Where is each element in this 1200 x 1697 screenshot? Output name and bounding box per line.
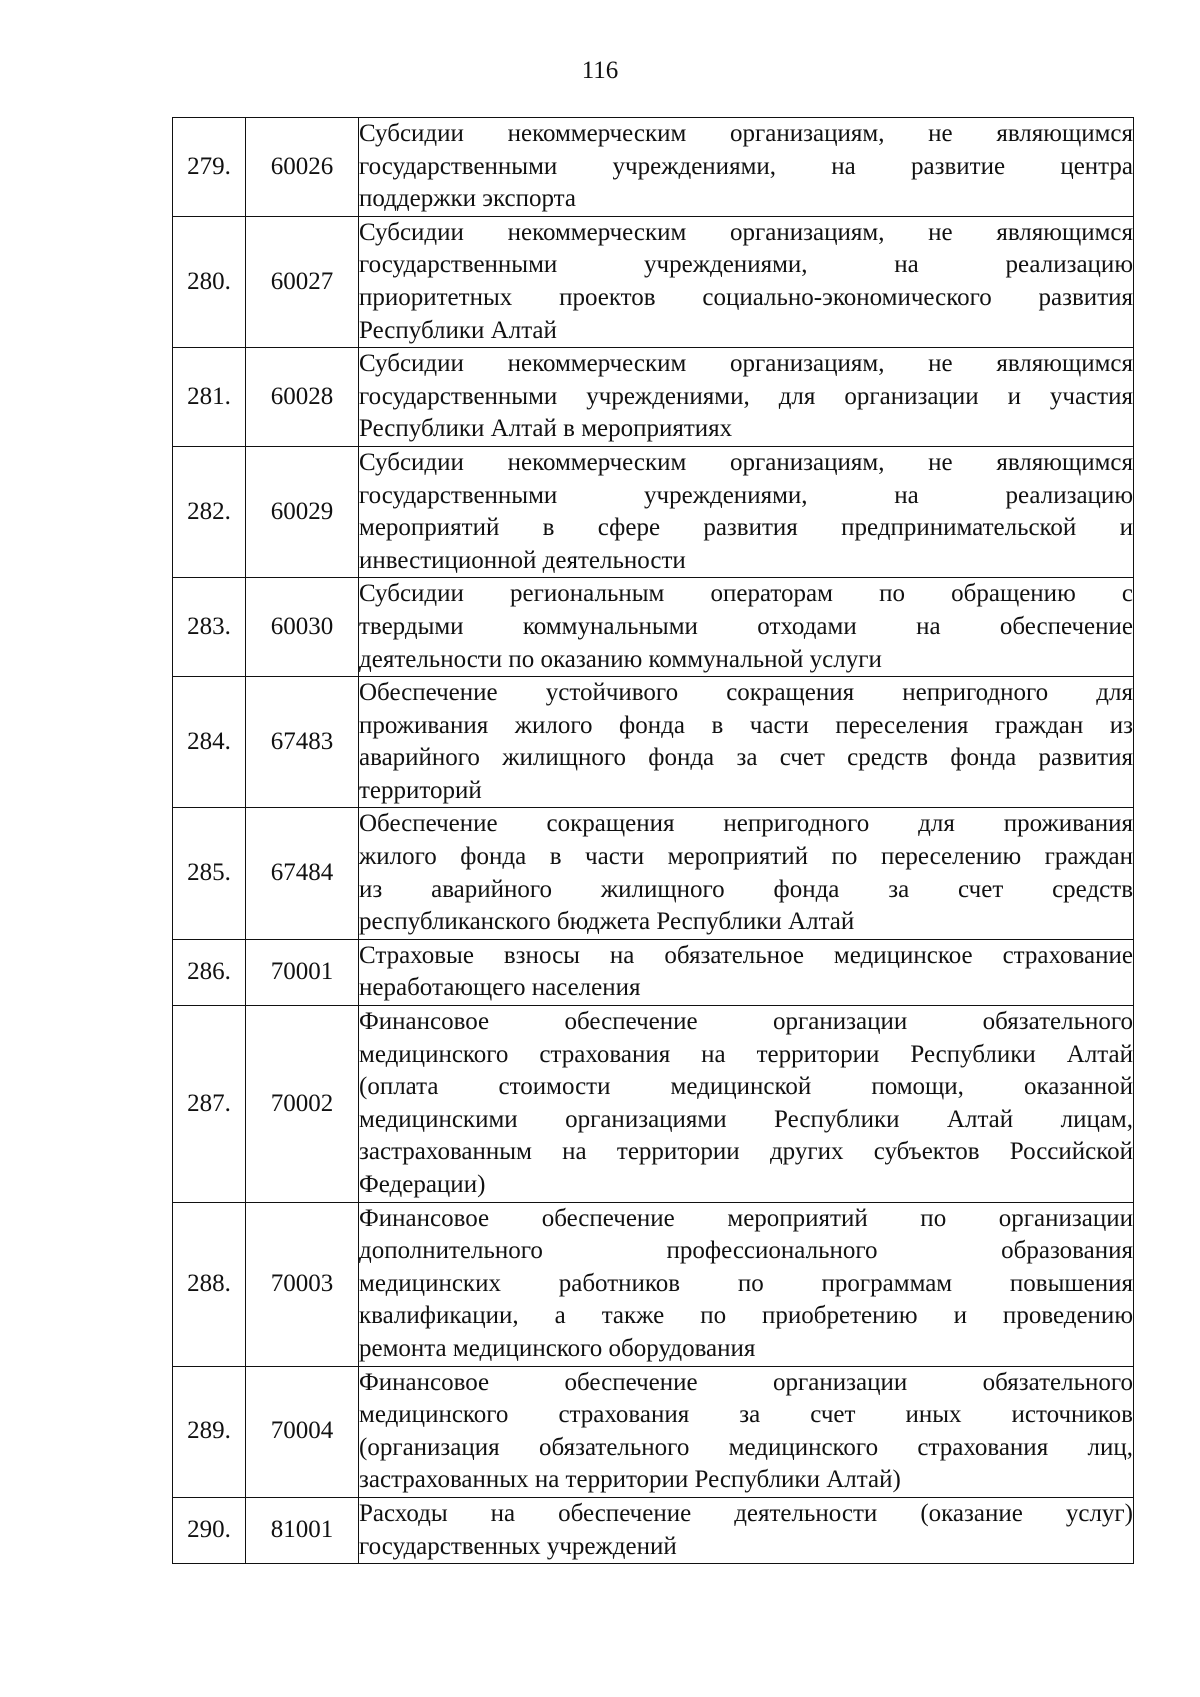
row-number-cell: 282. xyxy=(173,446,246,577)
description-line: государственными учреждениями, для организации и участия xyxy=(359,382,1133,410)
description-line: Субсидии некоммерческим организациям, не являющимся xyxy=(359,350,1133,378)
description-line: приоритетных проектов социально-экономического развития xyxy=(359,283,1133,311)
description-line: Субсидии региональным операторам по обращению с xyxy=(359,580,1133,608)
description-line: медицинского страхования за счет иных источников xyxy=(359,1401,1133,1429)
row-number-cell: 288. xyxy=(173,1202,246,1366)
page-number: 116 xyxy=(581,57,619,84)
description-line: государственными учреждениями, на реализацию xyxy=(359,481,1133,509)
description-line: инвестиционной деятельности xyxy=(359,546,686,574)
row-number-cell: 285. xyxy=(173,808,246,939)
description-cell xyxy=(359,578,1134,677)
description-cell xyxy=(359,808,1134,939)
row-number-cell: 283. xyxy=(173,578,246,677)
code-cell: 60028 xyxy=(246,348,359,447)
code-cell: 60030 xyxy=(246,578,359,677)
table-body xyxy=(173,118,1134,1564)
code-cell: 70004 xyxy=(246,1366,359,1497)
description-cell xyxy=(359,1366,1134,1497)
description-line: аварийного жилищного фонда за счет средств фонда развития xyxy=(359,744,1133,772)
description-cell xyxy=(359,348,1134,447)
code-cell: 67483 xyxy=(246,677,359,808)
table-row xyxy=(173,348,1134,447)
table-row xyxy=(173,118,1134,217)
table-row xyxy=(173,939,1134,1005)
row-number-cell: 286. xyxy=(173,939,246,1005)
code-cell: 70003 xyxy=(246,1202,359,1366)
description-line: поддержки экспорта xyxy=(359,185,576,213)
description-line: застрахованным на территории других субъектов Российской xyxy=(359,1138,1133,1166)
table-row xyxy=(173,1006,1134,1203)
description-line: неработающего населения xyxy=(359,974,641,1002)
table-row xyxy=(173,677,1134,808)
description-line: медицинскими организациями Республики Алтай лицам, xyxy=(359,1105,1133,1133)
description-line: проживания жилого фонда в части переселения граждан из xyxy=(359,711,1133,739)
description-cell xyxy=(359,677,1134,808)
description-line: из аварийного жилищного фонда за счет средств xyxy=(359,875,1133,903)
description-line: квалификации, а также по приобретению и проведению xyxy=(359,1302,1133,1330)
description-cell xyxy=(359,1006,1134,1203)
table-row xyxy=(173,808,1134,939)
description-line: Федерации) xyxy=(359,1171,486,1198)
table-row xyxy=(173,216,1134,347)
description-line: Страховые взносы на обязательное медицинское страхование xyxy=(359,941,1133,969)
budget-codes-table xyxy=(172,117,1134,1564)
description-line: дополнительного профессионального образования xyxy=(359,1237,1133,1265)
description-cell xyxy=(359,446,1134,577)
description-line: Республики Алтай xyxy=(359,316,557,344)
description-line: деятельности по оказанию коммунальной услуги xyxy=(359,645,882,673)
description-line: Субсидии некоммерческим организациям, не являющимся xyxy=(359,218,1133,246)
row-number-cell: 290. xyxy=(173,1497,246,1563)
table-row xyxy=(173,1366,1134,1497)
description-line: твердыми коммунальными отходами на обеспечение xyxy=(359,612,1133,640)
code-cell: 70002 xyxy=(246,1006,359,1203)
description-line: Финансовое обеспечение организации обязательного xyxy=(359,1008,1133,1036)
code-cell: 67484 xyxy=(246,808,359,939)
description-cell xyxy=(359,118,1134,217)
table-row xyxy=(173,1202,1134,1366)
description-line: государственными учреждениями, на развитие центра xyxy=(359,152,1133,180)
description-cell xyxy=(359,216,1134,347)
description-line: Субсидии некоммерческим организациям, не являющимся xyxy=(359,120,1133,147)
description-line: застрахованных на территории Республики Алтай) xyxy=(359,1466,901,1494)
code-cell: 60027 xyxy=(246,216,359,347)
code-cell: 70001 xyxy=(246,939,359,1005)
description-line: медицинского страхования на территории Республики Алтай xyxy=(359,1040,1133,1068)
description-line: жилого фонда в части мероприятий по переселению граждан xyxy=(359,843,1133,871)
description-line: государственными учреждениями, на реализацию xyxy=(359,251,1133,279)
code-cell: 60029 xyxy=(246,446,359,577)
table-row xyxy=(173,1497,1134,1563)
description-line: мероприятий в сфере развития предпринимательской и xyxy=(359,514,1133,542)
description-line: республиканского бюджета Республики Алтай xyxy=(359,908,855,936)
description-line: медицинских работников по программам повышения xyxy=(359,1269,1133,1297)
table-row xyxy=(173,578,1134,677)
description-cell xyxy=(359,939,1134,1005)
description-line: территорий xyxy=(359,776,482,804)
table-row xyxy=(173,446,1134,577)
description-line: ремонта медицинского оборудования xyxy=(359,1334,756,1362)
description-line: Финансовое обеспечение мероприятий по организации xyxy=(359,1204,1133,1232)
description-line: (оплата стоимости медицинской помощи, оказанной xyxy=(359,1073,1133,1101)
description-line: Обеспечение устойчивого сокращения непригодного для xyxy=(359,679,1133,707)
description-line: Расходы на обеспечение деятельности (оказание услуг) xyxy=(359,1499,1133,1527)
description-line: Финансовое обеспечение организации обязательного xyxy=(359,1368,1133,1396)
row-number-cell: 280. xyxy=(173,216,246,347)
description-line: Субсидии некоммерческим организациям, не являющимся xyxy=(359,448,1133,476)
description-line: государственных учреждений xyxy=(359,1532,677,1560)
row-number-cell: 289. xyxy=(173,1366,246,1497)
description-cell xyxy=(359,1202,1134,1366)
description-line: (организация обязательного медицинского страхования лиц, xyxy=(359,1433,1133,1461)
row-number-cell: 279. xyxy=(173,118,246,217)
code-cell: 60026 xyxy=(246,118,359,217)
description-cell xyxy=(359,1497,1134,1563)
description-line: Обеспечение сокращения непригодного для проживания xyxy=(359,810,1133,838)
description-line: Республики Алтай в мероприятиях xyxy=(359,415,733,443)
code-cell: 81001 xyxy=(246,1497,359,1563)
row-number-cell: 287. xyxy=(173,1006,246,1203)
row-number-cell: 281. xyxy=(173,348,246,447)
row-number-cell: 284. xyxy=(173,677,246,808)
